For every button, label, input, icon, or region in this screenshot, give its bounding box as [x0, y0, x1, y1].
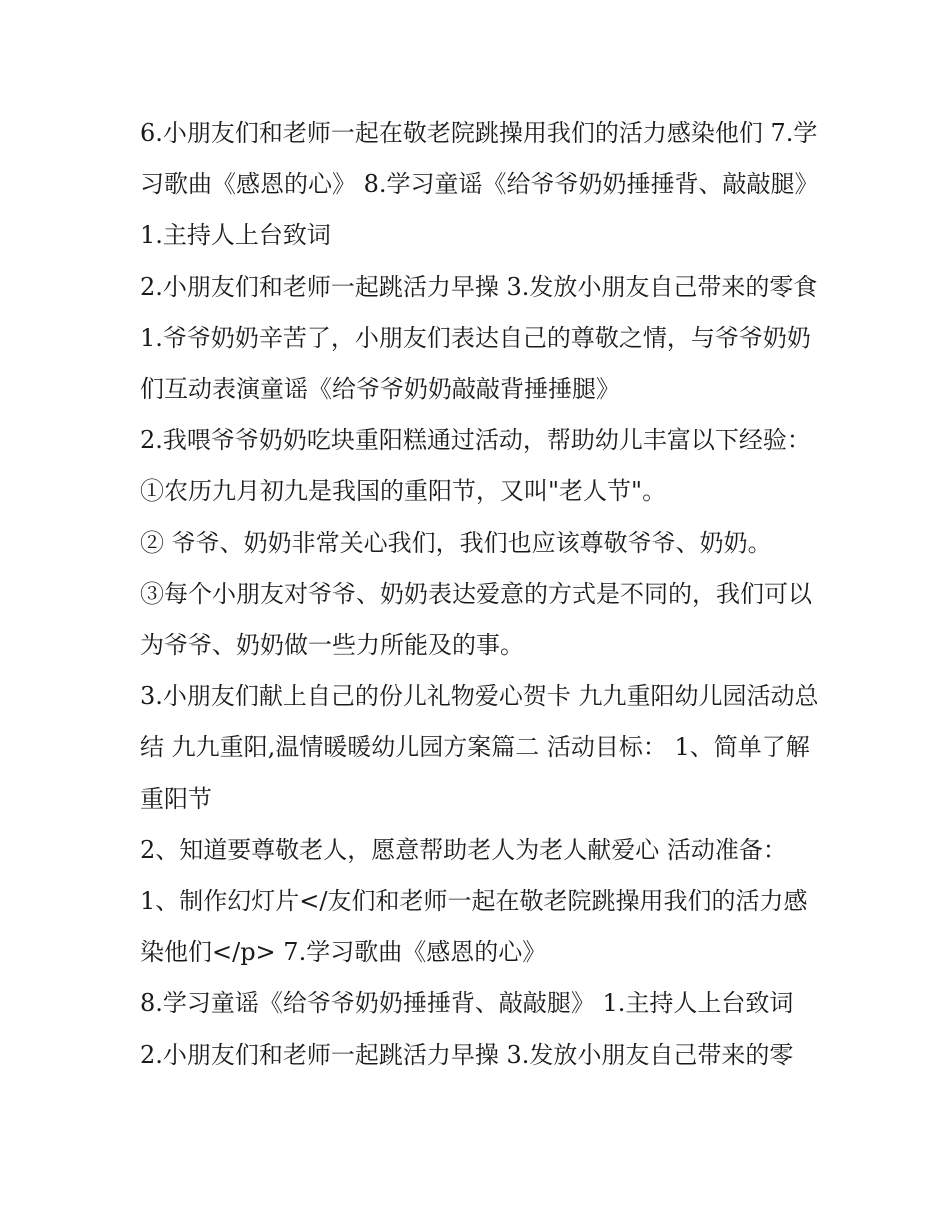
paragraph-point-3: ③每个小朋友对爷爷、奶奶表达爱意的方式是不同的，我们可以为爷爷、奶奶做一些力所能及的事。: [140, 579, 812, 660]
paragraph-chongyang-cake-experience: 2.我喂爷爷奶奶吃块重阳糕通过活动，帮助幼儿丰富以下经验： ①农历九月初九是我国的重阳节，又叫"老人节"。: [140, 426, 811, 506]
document-body: [140, 108, 820, 1081]
paragraph-respect-elders-prep: 2、知道要尊敬老人，愿意帮助老人为老人献爱心 活动准备：: [140, 835, 787, 864]
paragraph-nursery-rhyme-host: 8.学习童谣《给爷爷奶奶捶捶背、敲敲腿》 1.主持人上台致词: [140, 989, 794, 1018]
paragraph-grandparents-thanks: 1.爷爷奶奶辛苦了，小朋友们表达自己的尊敬之情，与爷爷奶奶们互动表演童谣《给爷爷奶奶敲敲背捶捶腿》: [140, 323, 811, 404]
paragraph-slides-song: 1、制作幻灯片</友们和老师一起在敬老院跳操用我们的活力感染他们</p> 7.学习歌曲《感恩的心》: [140, 887, 808, 967]
paragraph-morning-exercise-snacks: 2.小朋友们和老师一起跳活力早操 3.发放小朋友自己带来的零食: [140, 272, 818, 301]
paragraph-exercise-snacks-repeat: 2.小朋友们和老师一起跳活力早操 3.发放小朋友自己带来的零: [140, 1040, 794, 1069]
paragraph-point-2: ② 爷爷、奶奶非常关心我们，我们也应该尊敬爷爷、奶奶。: [140, 528, 772, 557]
paragraph-gift-cards-summary: 3.小朋友们献上自己的份儿礼物爱心贺卡 九九重阳幼儿园活动总结 九九重阳,温情暖暖幼儿园方案篇二 活动目标： 1、简单了解重阳节: [140, 682, 819, 813]
paragraph-activity-6-to-host: 6.小朋友们和老师一起在敬老院跳操用我们的活力感染他们 7.学习歌曲《感恩的心》 8.学习童谣《给爷爷奶奶捶捶背、敲敲腿》 1.主持人上台致词: [140, 119, 819, 250]
